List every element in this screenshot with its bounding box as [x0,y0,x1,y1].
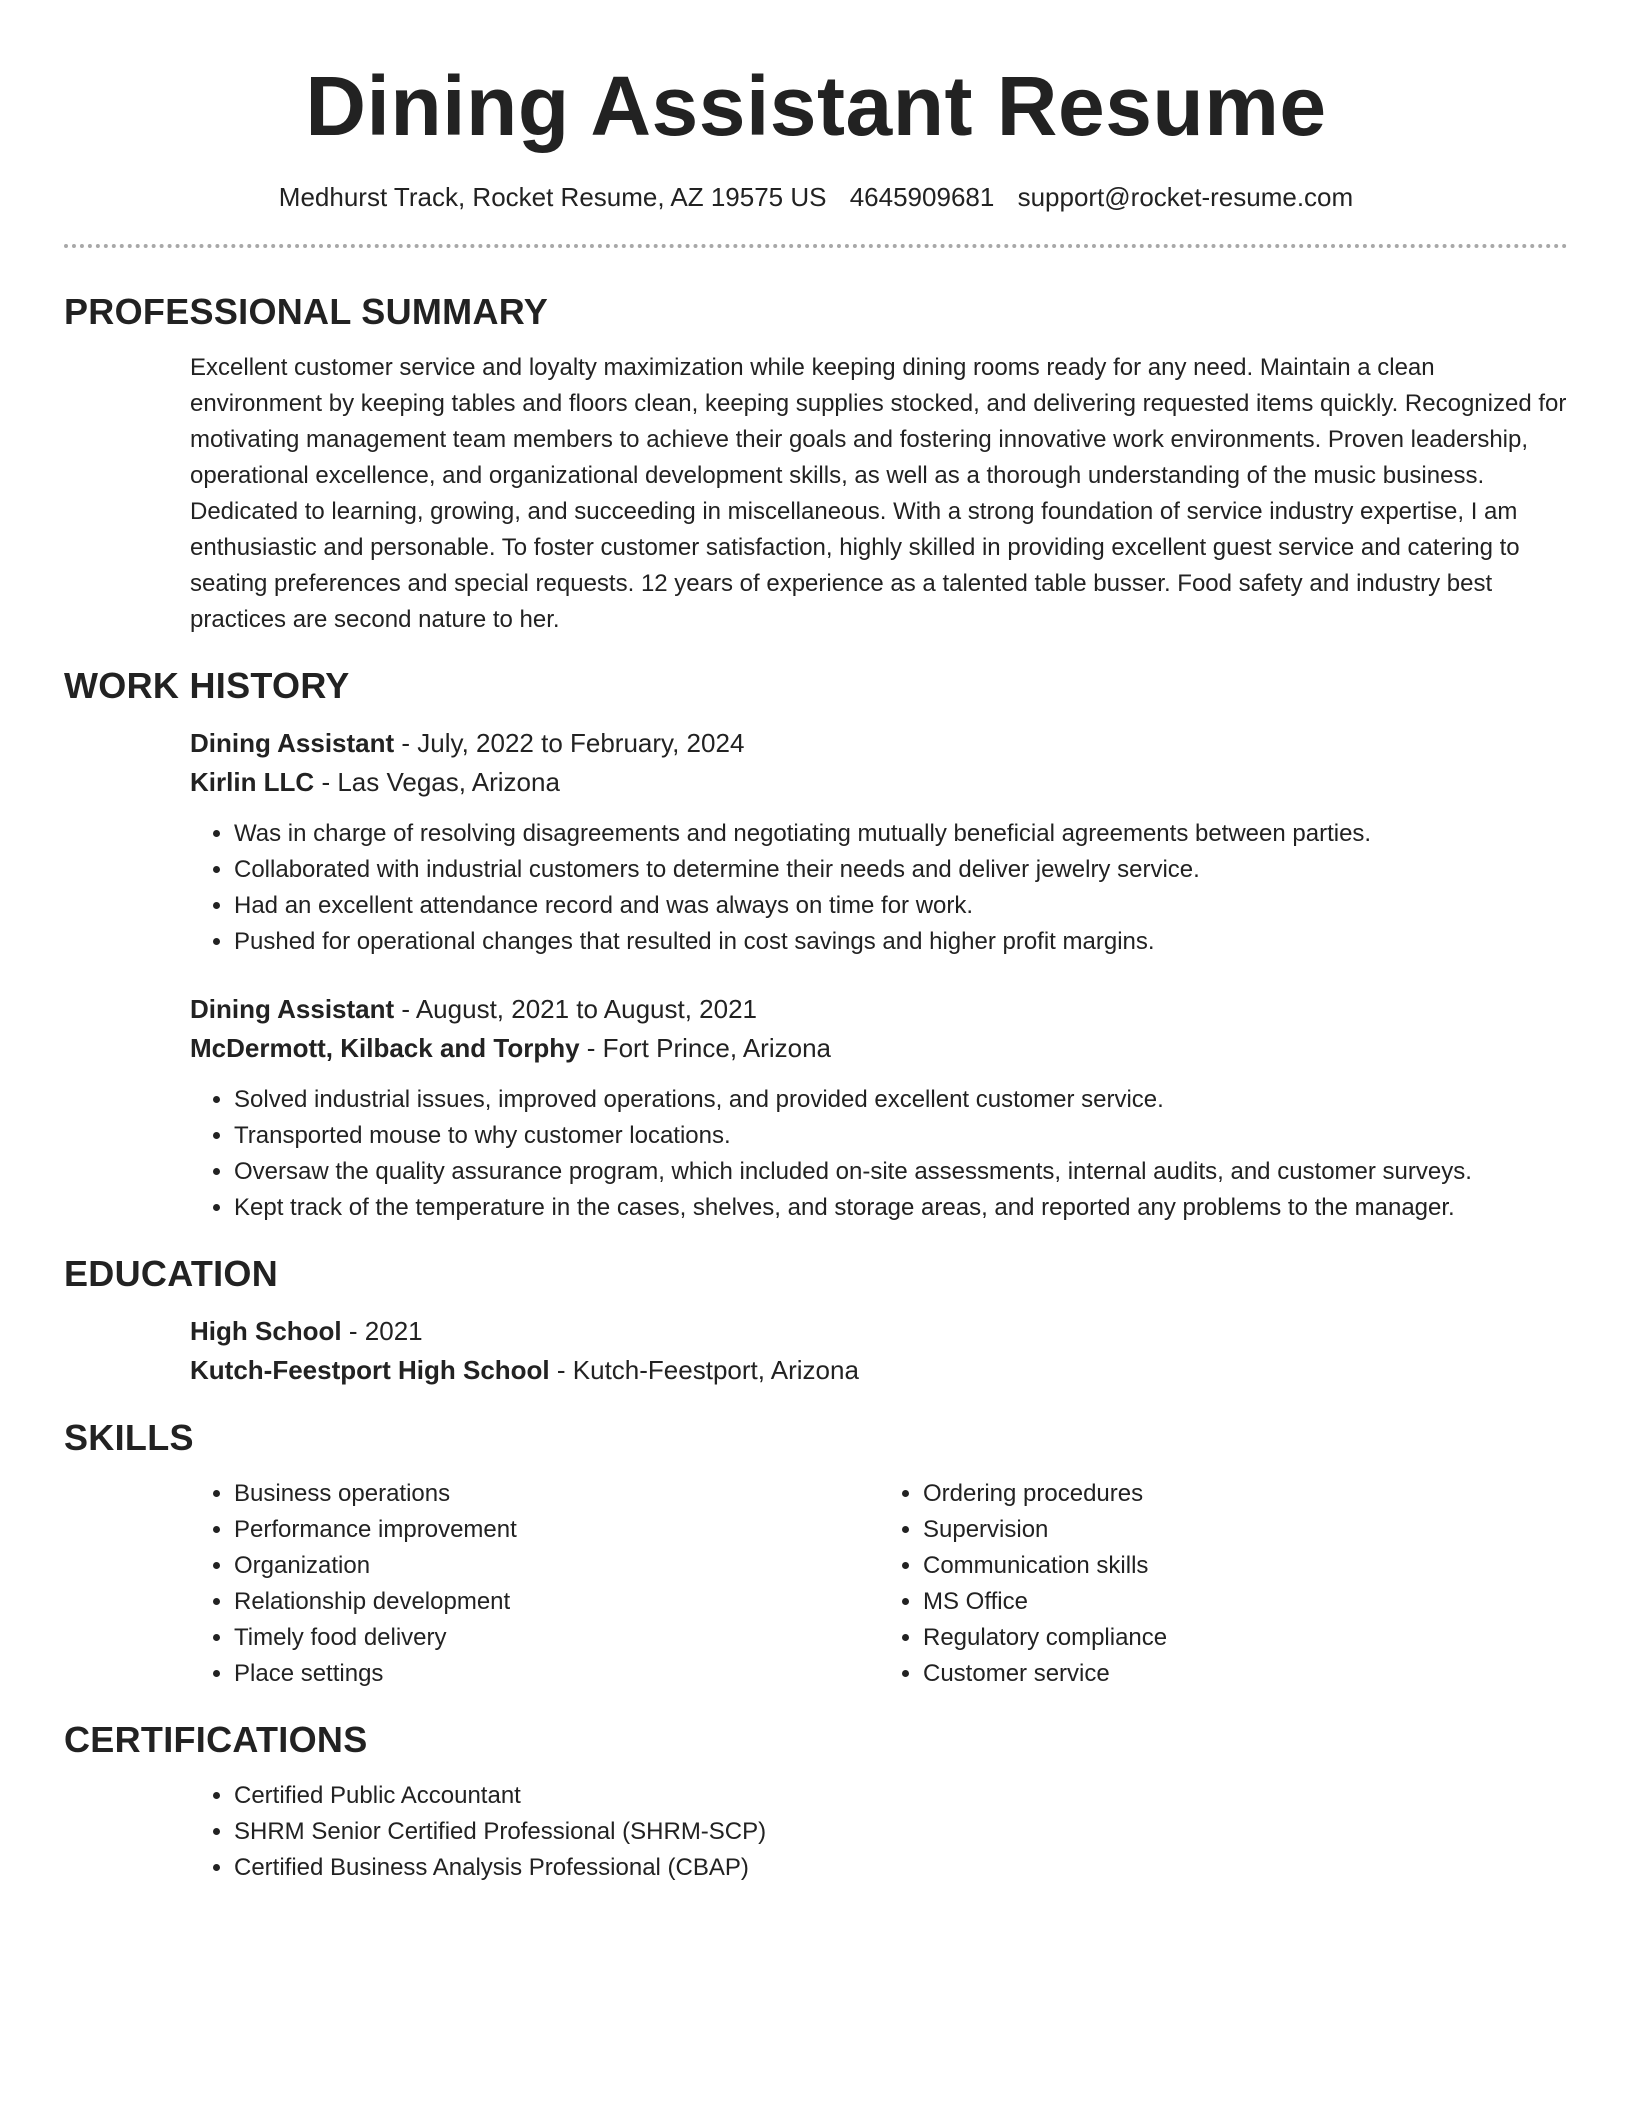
skill-item: • Place settings [234,1656,879,1692]
skill-item: • Communication skills [923,1548,1568,1584]
job-company: Kirlin LLC [190,767,315,797]
job-duties-list [190,816,1568,960]
education-heading: EDUCATION [64,1253,279,1294]
job-duty: • Pushed for operational changes that resulted in cost savings and higher profit margins. [234,924,1568,960]
education-location: - Kutch-Feestport, Arizona [549,1355,859,1385]
contact-address: Medhurst Track, Rocket Resume, AZ 19575 US [278,182,827,212]
work-history-section [190,724,1568,1226]
skill-item: • Organization [234,1548,879,1584]
job-dates: - July, 2022 to February, 2024 [394,728,745,758]
job-title-line [190,724,1568,763]
job-entry [190,724,1568,960]
skill-item: • Ordering procedures [923,1476,1568,1512]
certification-item: • Certified Public Accountant [234,1778,1568,1814]
job-title: Dining Assistant [190,728,395,758]
contact-phone: 4645909681 [849,182,995,212]
job-duty: • Solved industrial issues, improved operations, and provided excellent customer service. [234,1082,1568,1118]
header-divider [64,244,1568,248]
work-history-heading: WORK HISTORY [64,665,350,706]
job-duty: • Collaborated with industrial customers to determine their needs and deliver jewelry service. [234,852,1568,888]
contact-email: support@rocket-resume.com [1017,182,1354,212]
skill-item: • Relationship development [234,1584,879,1620]
skills-list-left [190,1476,879,1692]
skill-item: • Supervision [923,1512,1568,1548]
job-title-line [190,990,1568,1029]
skills-section [190,1476,1568,1692]
job-company-line [190,763,1568,802]
certifications-list [190,1778,1568,1886]
skill-item: • Timely food delivery [234,1620,879,1656]
skill-item: • Business operations [234,1476,879,1512]
job-duty: • Had an excellent attendance record and was always on time for work. [234,888,1568,924]
job-duty: • Was in charge of resolving disagreements and negotiating mutually beneficial agreements between parties. [234,816,1568,852]
job-title: Dining Assistant [190,994,395,1024]
education-degree: High School [190,1316,342,1346]
skill-item: • Performance improvement [234,1512,879,1548]
certification-item: • SHRM Senior Certified Professional (SHRM-SCP) [234,1814,1568,1850]
certifications-heading: CERTIFICATIONS [64,1719,368,1760]
job-company: McDermott, Kilback and Torphy [190,1033,580,1063]
skill-item: • Regulatory compliance [923,1620,1568,1656]
summary-text: Excellent customer service and loyalty maximization while keeping dining rooms ready for any need. Maintain a clean environment by keeping tables and floors clean, keeping supplies stocked, and delivering requested items quickly. Recognized for motivating management team members to achieve their goals and fostering innovative work environments. Proven leadership, operational excellence, and organizational development skills, as well as a thorough understanding of the music business. Dedicated to learning, growing, and succeeding in miscellaneous. With a strong foundation of service industry expertise, I am enthusiastic and personable. To foster customer satisfaction, highly skilled in providing excellent guest service and catering to seating preferences and special requests. 12 years of experience as a talented table busser. Food safety and industry best practices are second nature to her. [190,354,1567,633]
job-entry [190,990,1568,1226]
certifications-section [190,1778,1568,1886]
job-company-line [190,1029,1568,1068]
skill-item: • Customer service [923,1656,1568,1692]
job-location: - Fort Prince, Arizona [579,1033,831,1063]
job-duty: • Transported mouse to why customer locations. [234,1118,1568,1154]
job-dates: - August, 2021 to August, 2021 [394,994,758,1024]
job-duty: • Kept track of the temperature in the cases, shelves, and storage areas, and reported any problems to the manager. [234,1190,1568,1226]
job-duties-list [190,1082,1568,1226]
education-year: - 2021 [341,1316,423,1346]
education-school: Kutch-Feestport High School [190,1355,550,1385]
certification-item: • Certified Business Analysis Professional (CBAP) [234,1850,1568,1886]
education-degree-line [190,1312,1568,1351]
summary-section [190,350,1568,638]
education-section [190,1312,1568,1390]
job-duty: • Oversaw the quality assurance program, which included on-site assessments, internal audits, and customer surveys. [234,1154,1568,1190]
job-location: - Las Vegas, Arizona [314,767,560,797]
summary-heading: PROFESSIONAL SUMMARY [64,291,549,332]
skill-item: • MS Office [923,1584,1568,1620]
contact-line [64,180,1568,214]
skills-heading: SKILLS [64,1417,194,1458]
education-school-line [190,1351,1568,1390]
resume-title: Dining Assistant Resume [305,59,1327,153]
skills-list-right [879,1476,1568,1692]
